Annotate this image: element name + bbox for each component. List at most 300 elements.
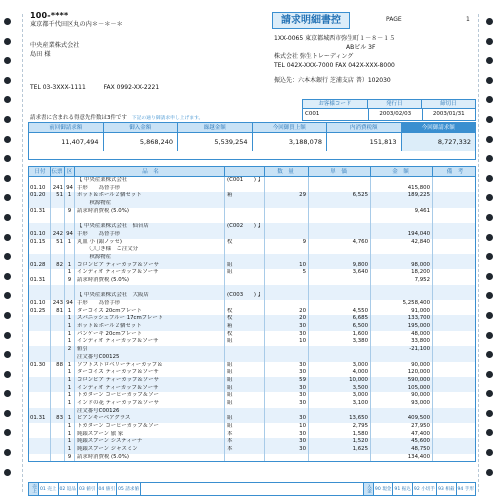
ledger-cell-qty: 30 — [265, 331, 309, 339]
ledger-cell-slip — [51, 254, 65, 262]
ledger-cell-price — [309, 231, 371, 239]
ledger-cell-qty — [265, 300, 309, 308]
tractor-hole — [486, 116, 493, 123]
ledger-cell-note — [433, 223, 475, 231]
ledger-cell-price: 1,520 — [309, 438, 371, 446]
ledger-cell-unit: 組 — [225, 400, 265, 408]
ledger-cell-item: トカターン コーヒーカップ＆ソー — [75, 423, 225, 431]
footer-right-code-0: 90 現金 — [374, 483, 394, 495]
ledger-cell-date — [29, 438, 51, 446]
ledger-cell-slip — [51, 446, 65, 454]
ledger-cell-qty: 30 — [265, 323, 309, 331]
tractor-hole — [4, 77, 11, 84]
ledger-row — [29, 269, 475, 277]
ledger-cell-kind: 9 — [65, 277, 75, 285]
ledger-cell-price: 13,650 — [309, 415, 371, 423]
document-title: 請求明細書控 — [272, 12, 350, 29]
ledger-cell-date: 01.28 — [29, 262, 51, 270]
ledger-cell-qty — [265, 215, 309, 223]
ledger-cell-amount: 105,000 — [371, 385, 433, 393]
ledger-row — [29, 192, 475, 200]
ledger-row — [29, 315, 475, 323]
meta-header-issued: 発行日 — [368, 100, 422, 108]
ledger-cell-note — [433, 438, 475, 446]
ledger-cell-date — [29, 377, 51, 385]
tractor-hole — [4, 312, 11, 319]
ledger-cell-note — [433, 346, 475, 354]
ledger-cell-slip: 88 — [51, 362, 65, 370]
ledger-cell-unit: 組 — [225, 369, 265, 377]
ledger-cell-date — [29, 446, 51, 454]
ledger-cell-unit: 組 — [225, 415, 265, 423]
ledger-cell-amount: 27,950 — [371, 423, 433, 431]
ledger-cell-kind: 94 — [65, 231, 75, 239]
summary-value-total: 8,727,332 — [402, 133, 476, 151]
ledger-cell-note — [433, 231, 475, 239]
ledger-row — [29, 400, 475, 408]
ledger-cell-qty — [265, 185, 309, 193]
ledger-cell-kind: 2 — [65, 346, 75, 354]
ledger-cell-kind: 1 — [65, 315, 75, 323]
ledger-row — [29, 185, 475, 193]
tractor-hole — [4, 136, 11, 143]
ledger-cell-price: 6,685 — [309, 315, 371, 323]
ledger-cell-slip — [51, 431, 65, 439]
footer-left-code-0: 01 売上 — [39, 483, 59, 495]
ledger-cell-qty: 30 — [265, 369, 309, 377]
ledger-cell-slip: 51 — [51, 192, 65, 200]
ledger-cell-slip — [51, 354, 65, 362]
summary-header-total: 今回御請求額 — [402, 123, 476, 132]
ledger-cell-date — [29, 400, 51, 408]
ledger-cell-kind: 1 — [65, 415, 75, 423]
tractor-hole — [486, 449, 493, 456]
ledger-row — [29, 277, 475, 285]
ledger-cell-item: 値引 — [75, 346, 225, 354]
ledger-cell-kind: 1 — [65, 362, 75, 370]
ledger-cell-qty — [265, 231, 309, 239]
summary-header-prev: 前回御請求額 — [29, 123, 104, 132]
sender-line2: ABビル 3F — [346, 44, 376, 51]
ledger-cell-item: コロンビア ティーカップ＆ソーサ — [75, 262, 225, 270]
ledger-cell-qty — [265, 223, 309, 231]
ledger-cell-unit: 組 — [225, 377, 265, 385]
ledger-cell-kind: 1 — [65, 369, 75, 377]
ledger-row — [29, 246, 475, 254]
ledger-cell-qty: 30 — [265, 438, 309, 446]
ledger-cell-qty: 30 — [265, 431, 309, 439]
summary-table — [28, 122, 476, 160]
ledger-cell-qty: 59 — [265, 377, 309, 385]
ledger-cell-qty: 20 — [265, 308, 309, 316]
ledger-cell-qty: 29 — [265, 192, 309, 200]
ledger-cell-slip — [51, 323, 65, 331]
ledger-cell-note — [433, 208, 475, 216]
ledger-cell-item: 純銀スプーン 旅 家 — [75, 431, 225, 439]
ledger-cell-date: 01.10 — [29, 231, 51, 239]
tractor-hole — [4, 410, 11, 417]
ledger-cell-qty: 10 — [265, 423, 309, 431]
ledger-cell-amount: 189,225 — [371, 192, 433, 200]
ledger-cell-unit — [225, 300, 265, 308]
ledger-cell-price — [309, 223, 371, 231]
ledger-cell-kind: 9 — [65, 454, 75, 462]
ledger-cell-item: 秋源物産 — [75, 200, 225, 208]
recipient-block — [30, 12, 250, 59]
tractor-hole — [486, 371, 493, 378]
tractor-hole — [486, 77, 493, 84]
ledger-cell-item: コロンビア ティーカップ＆ソーサ — [75, 377, 225, 385]
ledger-cell-amount: 120,000 — [371, 369, 433, 377]
ledger-cell-unit — [225, 277, 265, 285]
ledger-cell-date — [29, 338, 51, 346]
ledger-header-unit — [225, 167, 265, 176]
ledger-header — [29, 167, 475, 177]
ledger-row — [29, 177, 475, 185]
tractor-hole — [486, 292, 493, 299]
ledger-cell-date — [29, 315, 51, 323]
ledger-cell-slip — [51, 246, 65, 254]
ledger-cell-item: ポット＆ボール２個セット — [75, 192, 225, 200]
ledger-cell-note — [433, 308, 475, 316]
ledger-row — [29, 231, 475, 239]
ledger-cell-item: 【 中央産業株式会社 仙台店 — [75, 223, 225, 231]
ledger-cell-price — [309, 277, 371, 285]
tractor-hole — [486, 312, 493, 319]
ledger-cell-kind: 1 — [65, 323, 75, 331]
tractor-hole — [4, 273, 11, 280]
ledger-cell-qty: 30 — [265, 400, 309, 408]
ledger-cell-amount: 194,040 — [371, 231, 433, 239]
ledger-cell-date: 01.25 — [29, 308, 51, 316]
ledger-cell-qty — [265, 346, 309, 354]
ledger-cell-note — [433, 454, 475, 462]
ledger-cell-price: 3,640 — [309, 269, 371, 277]
ledger-row — [29, 254, 475, 262]
ledger-cell-note — [433, 431, 475, 439]
ledger-cell-amount — [371, 200, 433, 208]
ledger-cell-amount: 415,800 — [371, 185, 433, 193]
summary-value-paid: 5,868,240 — [104, 133, 179, 151]
ledger-cell-note — [433, 400, 475, 408]
ledger-cell-kind: 1 — [65, 438, 75, 446]
tractor-hole — [4, 175, 11, 182]
recipient-fax: FAX 0992-XX-2221 — [103, 84, 160, 91]
ledger-cell-amount: 9,461 — [371, 208, 433, 216]
sender-bank: 振込先：六本木銀行 芝浦支店 普）102030 — [274, 77, 391, 84]
tractor-hole — [486, 175, 493, 182]
ledger-cell-note — [433, 300, 475, 308]
ledger-cell-note — [433, 385, 475, 393]
ledger-cell-unit: 組 — [225, 392, 265, 400]
tractor-hole — [4, 96, 11, 103]
ledger-row — [29, 446, 475, 454]
ledger-cell-slip — [51, 315, 65, 323]
ledger-cell-date — [29, 254, 51, 262]
ledger-cell-slip — [51, 369, 65, 377]
tractor-hole — [4, 57, 11, 64]
ledger-cell-qty: 9 — [265, 239, 309, 247]
ledger-cell-qty: 30 — [265, 415, 309, 423]
tractor-hole — [4, 351, 11, 358]
ledger-row — [29, 362, 475, 370]
ledger-cell-amount: 134,400 — [371, 454, 433, 462]
ledger-cell-price — [309, 285, 371, 293]
ledger-cell-date — [29, 269, 51, 277]
ledger-cell-qty — [265, 177, 309, 185]
ledger-cell-amount: -21,100 — [371, 346, 433, 354]
ledger-cell-unit — [225, 231, 265, 239]
ledger-row — [29, 262, 475, 270]
ledger-cell-price — [309, 408, 371, 416]
tractor-hole — [4, 194, 11, 201]
ledger-cell-date: 01.31 — [29, 415, 51, 423]
summary-header-purchase: 今回御買上額 — [253, 123, 328, 132]
tractor-hole — [486, 96, 493, 103]
ledger-cell-item: ポット＆ボール２個セット — [75, 323, 225, 331]
ledger-cell-item: 【 中央産業株式会社 大阪店 — [75, 292, 225, 300]
ledger-cell-note — [433, 446, 475, 454]
ledger-cell-qty: 30 — [265, 392, 309, 400]
footer-left-code-1: 02 返品 — [59, 483, 79, 495]
ledger-cell-kind: 1 — [65, 308, 75, 316]
ledger-cell-slip — [51, 331, 65, 339]
ledger-cell-item: パンケーキ 20cmプレート — [75, 331, 225, 339]
ledger-cell-slip — [51, 392, 65, 400]
ledger-cell-date: 01.30 — [29, 362, 51, 370]
ledger-cell-unit — [225, 185, 265, 193]
ledger-cell-price — [309, 454, 371, 462]
ledger-cell-price — [309, 354, 371, 362]
ledger-cell-item: インディオ ティーカップ＆ソーサ — [75, 269, 225, 277]
ledger-cell-item: 純銀スプーン ジャスミン — [75, 446, 225, 454]
tractor-hole — [486, 18, 493, 25]
tractor-hole — [4, 332, 11, 339]
tractor-hole — [486, 194, 493, 201]
ledger-body — [29, 177, 475, 461]
ledger-row — [29, 385, 475, 393]
ledger-cell-slip: 243 — [52, 300, 63, 306]
meta-value-code: C001 — [303, 109, 369, 120]
ledger-row — [29, 346, 475, 354]
ledger-cell-qty: 30 — [265, 362, 309, 370]
perforation-left — [22, 14, 23, 492]
ledger-cell-date — [29, 285, 51, 293]
ledger-cell-kind: 1 — [65, 192, 75, 200]
ledger-cell-note — [433, 269, 475, 277]
ledger-row — [29, 285, 475, 293]
ledger-cell-amount — [371, 292, 433, 300]
ledger-header-qty: 数 量 — [265, 167, 309, 176]
ledger-cell-price: 2,795 — [309, 423, 371, 431]
ledger-cell-slip — [51, 292, 65, 300]
ledger-cell-price — [309, 346, 371, 354]
summary-header-tax: 内消費税額 — [327, 123, 402, 132]
ledger-cell-amount: 93,000 — [371, 400, 433, 408]
ledger-cell-price: 3,500 — [309, 385, 371, 393]
ledger-cell-amount: 90,000 — [371, 392, 433, 400]
sender-line3: 株式会社 弥生トレーディング — [274, 53, 354, 60]
ledger-row — [29, 223, 475, 231]
ledger-cell-item: 手形 為替手形 — [75, 300, 225, 308]
ledger-cell-qty — [265, 208, 309, 216]
ledger-cell-date: 01.20 — [29, 192, 51, 200]
ledger-cell-amount: 91,000 — [371, 308, 433, 316]
ledger-cell-qty: 30 — [265, 446, 309, 454]
footer-spacer — [141, 483, 364, 495]
ledger-cell-kind: 1 — [65, 431, 75, 439]
ledger-cell-slip — [51, 377, 65, 385]
ledger-cell-price: 1,580 — [309, 431, 371, 439]
ledger-cell-date — [29, 323, 51, 331]
ledger-cell-qty: 30 — [265, 385, 309, 393]
ledger-cell-unit — [225, 454, 265, 462]
ledger-cell-slip — [51, 200, 65, 208]
ledger-cell-price — [309, 185, 371, 193]
ledger-cell-price: 6,500 — [309, 323, 371, 331]
ledger-cell-item: 純銀スプーン システィーナ — [75, 438, 225, 446]
ledger-cell-note — [433, 354, 475, 362]
ledger-cell-qty — [265, 292, 309, 300]
footer-left-label: 売上 — [29, 483, 39, 495]
ledger-cell-qty: 5 — [265, 269, 309, 277]
ledger-cell-date — [29, 223, 51, 231]
tractor-hole — [4, 253, 11, 260]
meta-value-closing: 2003/01/31 — [432, 111, 465, 117]
summary-value-prev: 11,407,494 — [29, 133, 104, 151]
ledger-cell-price: 4,760 — [309, 239, 371, 247]
sender-line4: TEL 042X-XXX-7000 FAX 042X-XXX-8000 — [274, 62, 395, 69]
ledger-cell-amount: 195,000 — [371, 323, 433, 331]
tractor-hole — [4, 390, 11, 397]
ledger-cell-amount: 90,000 — [371, 362, 433, 370]
ledger-row — [29, 292, 475, 300]
ledger-cell-note — [433, 362, 475, 370]
ledger-cell-qty — [265, 254, 309, 262]
ledger-cell-amount — [371, 254, 433, 262]
ledger-cell-unit: (C002 ) 】 — [227, 223, 264, 230]
ledger-header-price: 単 価 — [309, 167, 371, 176]
tractor-hole — [486, 469, 493, 476]
tractor-hole — [486, 273, 493, 280]
ledger-cell-price — [309, 177, 371, 185]
ledger-cell-note — [433, 377, 475, 385]
ledger-cell-kind — [65, 246, 75, 254]
ledger-row — [29, 200, 475, 208]
ledger-cell-amount: 48,000 — [371, 331, 433, 339]
ledger-cell-note — [433, 285, 475, 293]
ledger-cell-item: 手形 為替手形 — [75, 231, 225, 239]
meta-header-closing: 締切日 — [440, 101, 457, 107]
ledger-cell-unit: 枚 — [225, 239, 265, 247]
ledger-cell-unit — [225, 254, 265, 262]
ledger-cell-date: 01.31 — [29, 277, 51, 285]
ledger-row — [29, 454, 475, 462]
ledger-cell-item: 秋源物産 — [75, 254, 225, 262]
ledger-cell-item: インドの花 ティーカップ＆ソーサ — [75, 400, 225, 408]
ledger-row — [29, 392, 475, 400]
ledger-cell-amount: 45,600 — [371, 438, 433, 446]
tractor-hole — [486, 410, 493, 417]
ledger-cell-date — [29, 392, 51, 400]
footer-right-code-3: 93 相殺 — [437, 483, 457, 495]
ledger-cell-price: 3,000 — [309, 392, 371, 400]
ledger-cell-kind: 1 — [65, 269, 75, 277]
ledger-cell-note — [433, 323, 475, 331]
tractor-hole — [4, 292, 11, 299]
ledger-row — [29, 423, 475, 431]
ledger-cell-slip — [51, 454, 65, 462]
ledger-cell-note — [433, 415, 475, 423]
ledger-cell-amount: 590,000 — [371, 377, 433, 385]
ledger-cell-kind: 94 — [65, 300, 75, 308]
tractor-hole — [486, 429, 493, 436]
ledger-row — [29, 323, 475, 331]
summary-value-tax: 151,813 — [327, 133, 402, 151]
meta-header-code: お客様コード — [303, 100, 368, 108]
ledger-cell-item: インディオ ティーカップ＆ソーサ — [75, 338, 225, 346]
ledger-header-amount: 金 額 — [371, 167, 433, 176]
ledger-cell-amount: 47,400 — [371, 431, 433, 439]
sender-block — [274, 34, 474, 85]
ledger-row — [29, 331, 475, 339]
ledger-cell-amount: 7,952 — [371, 277, 433, 285]
ledger-cell-item: 丸皿 小 (銀ノッセ) — [75, 239, 225, 247]
ledger-cell-unit — [225, 200, 265, 208]
ledger-cell-amount: 98,000 — [371, 262, 433, 270]
ledger-cell-date: 01.15 — [29, 239, 51, 247]
ledger-cell-kind — [65, 177, 75, 185]
ledger-cell-slip — [51, 385, 65, 393]
ledger-cell-price: 9,800 — [309, 262, 371, 270]
ledger-cell-qty — [265, 285, 309, 293]
ledger-cell-note — [433, 177, 475, 185]
ledger-cell-kind — [65, 200, 75, 208]
footer-codes — [28, 482, 476, 496]
ledger-cell-unit: 組 — [225, 423, 265, 431]
notice-sub: 下記の通り御請求申し上げます。 — [131, 116, 204, 121]
ledger-cell-price: 1,625 — [309, 446, 371, 454]
ledger-row — [29, 415, 475, 423]
ledger-cell-unit — [225, 285, 265, 293]
recipient-person: 島田 様 — [30, 51, 51, 58]
ledger-cell-date — [29, 369, 51, 377]
ledger-cell-item: スパニッシュブルー 17cmプレート — [75, 315, 225, 323]
tractor-holes-left — [4, 18, 14, 498]
tractor-hole — [486, 136, 493, 143]
footer-right-label: 入金 — [364, 483, 374, 495]
ledger-row — [29, 438, 475, 446]
ledger-cell-kind: 1 — [65, 262, 75, 270]
meta-value-issued: 2003/02/03 — [369, 109, 423, 120]
ledger-cell-slip — [51, 346, 65, 354]
ledger-cell-date — [29, 385, 51, 393]
ledger-header-note: 備 考 — [446, 169, 464, 175]
ledger-cell-amount — [371, 285, 433, 293]
ledger-cell-qty — [265, 200, 309, 208]
ledger-cell-item: 請求時消費税 (5.0%) — [75, 277, 225, 285]
tractor-hole — [4, 371, 11, 378]
tractor-hole — [4, 429, 11, 436]
tractor-hole — [486, 38, 493, 45]
ledger-cell-date — [29, 408, 51, 416]
ledger-cell-price — [309, 215, 371, 223]
ledger-cell-slip: 82 — [51, 262, 65, 270]
ledger-header-kind: 区 — [65, 167, 75, 176]
ledger-cell-qty: 20 — [265, 315, 309, 323]
ledger-cell-price: 3,380 — [309, 338, 371, 346]
ledger-cell-date: 01.10 — [29, 185, 51, 193]
